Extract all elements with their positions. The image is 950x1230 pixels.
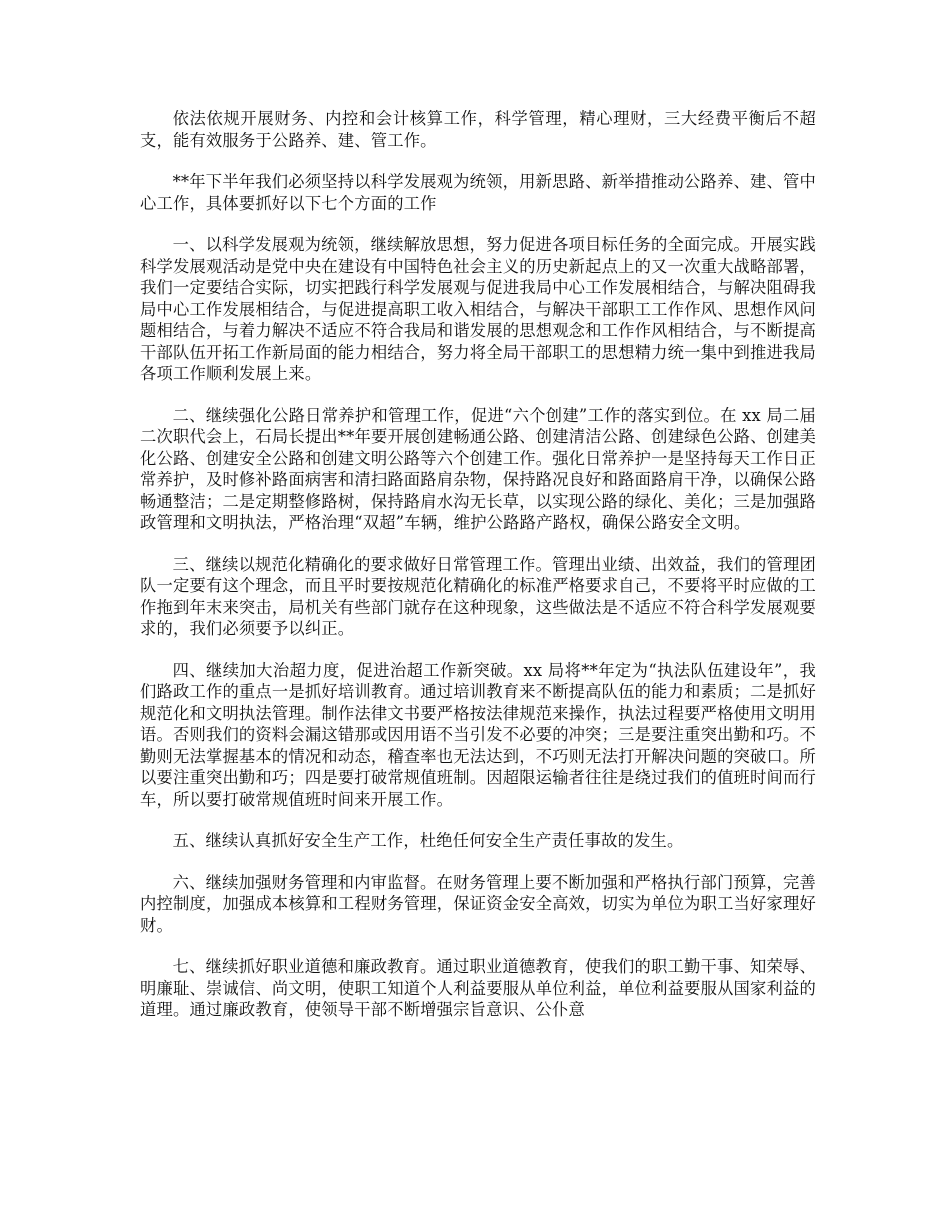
paragraph-second-half-intro: **年下半年我们必须坚持以科学发展观为统领，用新思路、新举措推动公路养、建、管中心工作，具体要抓好以下七个方面的工作 (140, 172, 816, 213)
paragraph-item-3: 三、继续以规范化精确化的要求做好日常管理工作。管理出业绩、出效益，我们的管理团队一定要有这个理念，而且平时要按规范化精确化的标准严格要求自己，不要将平时应做的工作拖到年末来突击，局机关有些部门就存在这种现象，这些做法是不适应不符合科学发展观要求的，我们必须要予以纠正。 (140, 554, 816, 638)
paragraph-item-6: 六、继续加强财务管理和内审监督。在财务管理上要不断加强和严格执行部门预算，完善内控制度，加强成本核算和工程财务管理，保证资金安全高效，切实为单位为职工当好家理好财。 (140, 872, 816, 935)
paragraph-item-4: 四、继续加大治超力度，促进治超工作新突破。xx 局将**年定为“执法队伍建设年”，我们路政工作的重点一是抓好培训教育。通过培训教育来不断提高队伍的能力和素质；二是抓好规范化和文明执法管理。制作法律文书要严格按法律规范来操作，执法过程要严格使用文明用语。否则我们的资料会漏这错那或因用语不当引发不必要的冲突；三是要注重突出勤和巧。不勤则无法掌握基本的情况和动态，稽查率也无法达到，不巧则无法打开解决问题的突破口。所以要注重突出勤和巧；四是要打破常规值班制。因超限运输者往往是绕过我们的值班时间而行车，所以要打破常规值班时间来开展工作。 (140, 660, 816, 809)
paragraph-item-2: 二、继续强化公路日常养护和管理工作，促进“六个创建”工作的落实到位。在 xx 局二届二次职代会上，石局长提出**年要开展创建畅通公路、创建清洁公路、创建绿色公路、创建美化公路、创建安全公路和创建文明公路等六个创建工作。强化日常养护一是坚持每天工作日正常养护，及时修补路面病害和清扫路面路肩杂物，保持路况良好和路面路肩干净，以确保公路畅通整洁；二是定期整修路树，保持路肩水沟无长草，以实现公路的绿化、美化；三是加强路政管理和文明执法，严格治理“双超”车辆，维护公路路产路权，确保公路安全文明。 (140, 405, 816, 532)
document-body (140, 108, 816, 1041)
paragraph-item-5: 五、继续认真抓好安全生产工作，杜绝任何安全生产责任事故的发生。 (172, 831, 684, 850)
paragraph-item-7: 七、继续抓好职业道德和廉政教育。通过职业道德教育，使我们的职工勤干事、知荣辱、明廉耻、崇诚信、尚文明，使职工知道个人利益要服从单位利益，单位利益要服从国家利益的道理。通过廉政教育，使领导干部不断增强宗旨意识、公仆意 (140, 957, 816, 1019)
paragraph-item-1: 一、以科学发展观为统领，继续解放思想，努力促进各项目标任务的全面完成。开展实践科学发展观活动是党中央在建设有中国特色社会主义的历史新起点上的又一次重大战略部署，我们一定要结合实际，切实把践行科学发展观与促进我局中心工作发展相结合，与解决阻碍我局中心工作发展相结合，与促进提高职工收入相结合，与解决干部职工工作作风、思想作风问题相结合，与着力解决不适应不符合我局和谐发展的思想观念和工作作风相结合，与不断提高干部队伍开拓工作新局面的能力相结合，努力将全局干部职工的思想精力统一集中到推进我局各项工作顺利发展上来。 (140, 235, 816, 383)
paragraph-finance-summary: 依法依规开展财务、内控和会计核算工作，科学管理，精心理财，三大经费平衡后不超支，能有效服务于公路养、建、管工作。 (140, 109, 816, 150)
